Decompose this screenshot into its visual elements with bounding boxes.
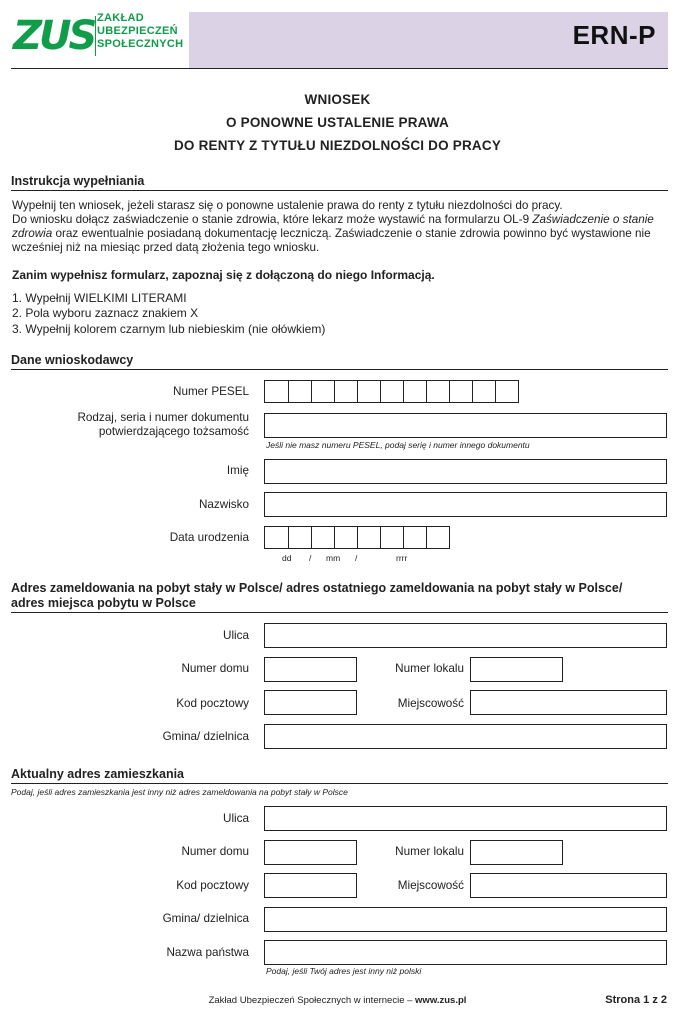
birth-date-digit[interactable] [265,527,288,548]
page-number: Strona 1 z 2 [605,994,667,1006]
date-hint-month: mm [326,553,341,563]
pesel-input[interactable] [264,380,519,403]
reg-postal-input[interactable] [264,690,357,715]
title-line-1: WNIOSEK [304,92,371,107]
birth-date-digit[interactable] [357,527,380,548]
first-name-label: Imię [226,464,249,477]
pesel-digit[interactable] [288,381,311,402]
cur-commune-input[interactable] [264,907,667,932]
footer-text [0,995,675,1006]
current-address-note: Podaj, jeśli adres zamieszkania jest inny niż adres zameldowania na pobyt stały w Polsce [11,787,348,797]
logo-separator [95,16,96,56]
cur-city-input[interactable] [470,873,667,898]
cur-commune-label: Gmina/ dzielnica [162,912,249,925]
instruction-item-3: 3. Wypełnij kolorem czarnym lub niebieskim (nie ołówkiem) [12,322,326,336]
registered-address-heading-2: adres miejsca pobytu w Polsce [11,596,196,610]
logo-line-3: SPOŁECZNYCH [97,38,184,50]
reg-house-label: Numer domu [181,662,249,675]
date-hint-sep-1: / [309,553,312,563]
cur-apartment-label: Numer lokalu [395,845,464,858]
birth-date-label: Data urodzenia [169,531,249,544]
form-header [11,12,668,69]
last-name-input[interactable] [264,492,667,517]
pesel-label: Numer PESEL [173,385,249,398]
pesel-digit[interactable] [311,381,334,402]
footer-caption: Zakład Ubezpieczeń Społecznych w internecie – [208,995,416,1006]
applicant-heading: Dane wnioskodawcy [11,353,668,370]
instructions-heading: Instrukcja wypełniania [11,174,668,191]
instructions-p2-b: oraz ewentualnie posiadaną dokumentację leczniczą. Zaświadczenie o stanie zdrowia powinno być wystawione nie wcześniej niż na miesiąc przed datą złożenia tego wniosku. [12,227,651,254]
logo-text [97,12,183,51]
birth-date-digit[interactable] [334,527,357,548]
birth-date-digit[interactable] [311,527,334,548]
identity-doc-input[interactable] [264,413,667,438]
birth-date-digit[interactable] [426,527,449,548]
date-hint-day: dd [282,553,292,563]
cur-street-label: Ulica [223,812,249,825]
birth-date-digit[interactable] [288,527,311,548]
reg-commune-label: Gmina/ dzielnica [162,730,249,743]
pesel-digit[interactable] [472,381,495,402]
pesel-digit[interactable] [426,381,449,402]
reg-city-input[interactable] [470,690,667,715]
zus-logo-mark: ZUS [13,13,95,59]
current-address-heading: Aktualny adres zamieszkania [11,767,668,784]
cur-house-input[interactable] [264,840,357,865]
cur-street-input[interactable] [264,806,667,831]
instructions-p2-italic: Zaświadczenie o stanie zdrowia [12,213,654,240]
identity-doc-hint: Jeśli nie masz numeru PESEL, podaj serię i numer innego dokumentu [266,440,530,450]
zus-logo [11,12,189,68]
identity-doc-label [77,411,249,439]
instructions-p1: Wypełnij ten wniosek, jeżeli starasz się o ponowne ustalenie prawa do renty z tytułu niezdolności do pracy. [12,199,563,212]
cur-country-input[interactable] [264,940,667,965]
title-line-2: O PONOWNE USTALENIE PRAWA [225,115,449,130]
instruction-item-1: 1. Wypełnij WIELKIMI LITERAMI [12,291,187,305]
reg-postal-label: Kod pocztowy [176,697,249,710]
instruction-item-2: 2. Pola wyboru zaznacz znakiem X [12,306,199,320]
reg-street-label: Ulica [223,629,249,642]
pesel-digit[interactable] [449,381,472,402]
birth-date-digit[interactable] [403,527,426,548]
identity-doc-label-2: potwierdzającego tożsamość [98,425,249,438]
reg-street-input[interactable] [264,623,667,648]
cur-country-hint: Podaj, jeśli Twój adres jest inny niż polski [266,966,422,976]
birth-date-digit[interactable] [380,527,403,548]
cur-country-label: Nazwa państwa [166,946,249,959]
logo-line-2: UBEZPIECZEŃ [97,25,178,37]
cur-postal-input[interactable] [264,873,357,898]
reg-apartment-label: Numer lokalu [395,662,464,675]
instructions-p2 [12,213,668,255]
registered-address-heading-1: Adres zameldowania na pobyt stały w Polsce/ adres ostatniego zameldowania na pobyt stały w Polsce/ [11,581,623,595]
cur-house-label: Numer domu [181,845,249,858]
title-line-3: DO RENTY Z TYTUŁU NIEZDOLNOŚCI DO PRACY [173,138,502,153]
reg-commune-input[interactable] [264,724,667,749]
reg-city-label: Miejscowość [397,697,464,710]
logo-line-1: ZAKŁAD [97,12,145,24]
date-hint-sep-2: / [355,553,358,563]
footer-link[interactable]: www.zus.pl [415,995,467,1006]
form-code: ERN-P [572,20,656,50]
pesel-digit[interactable] [357,381,380,402]
last-name-label: Nazwisko [198,498,249,511]
instructions-bold-note: Zanim wypełnisz formularz, zapoznaj się z dołączoną do niego Informacją. [12,268,435,282]
identity-doc-label-1: Rodzaj, seria i numer dokumentu [77,411,249,424]
pesel-digit[interactable] [265,381,288,402]
header-band [189,12,668,68]
pesel-digit[interactable] [380,381,403,402]
registered-address-heading [11,581,668,613]
first-name-input[interactable] [264,459,667,484]
date-hint-year: rrrr [396,553,408,563]
reg-house-input[interactable] [264,657,357,682]
cur-postal-label: Kod pocztowy [176,879,249,892]
birth-date-input[interactable] [264,526,450,549]
pesel-digit[interactable] [334,381,357,402]
reg-apartment-input[interactable] [470,657,563,682]
cur-apartment-input[interactable] [470,840,563,865]
cur-city-label: Miejscowość [397,879,464,892]
pesel-digit[interactable] [495,381,518,402]
instructions-p2-a: Do wniosku dołącz zaświadczenie o stanie zdrowia, które lekarz może wystawić na formularzu OL-9 [12,213,533,226]
pesel-digit[interactable] [403,381,426,402]
